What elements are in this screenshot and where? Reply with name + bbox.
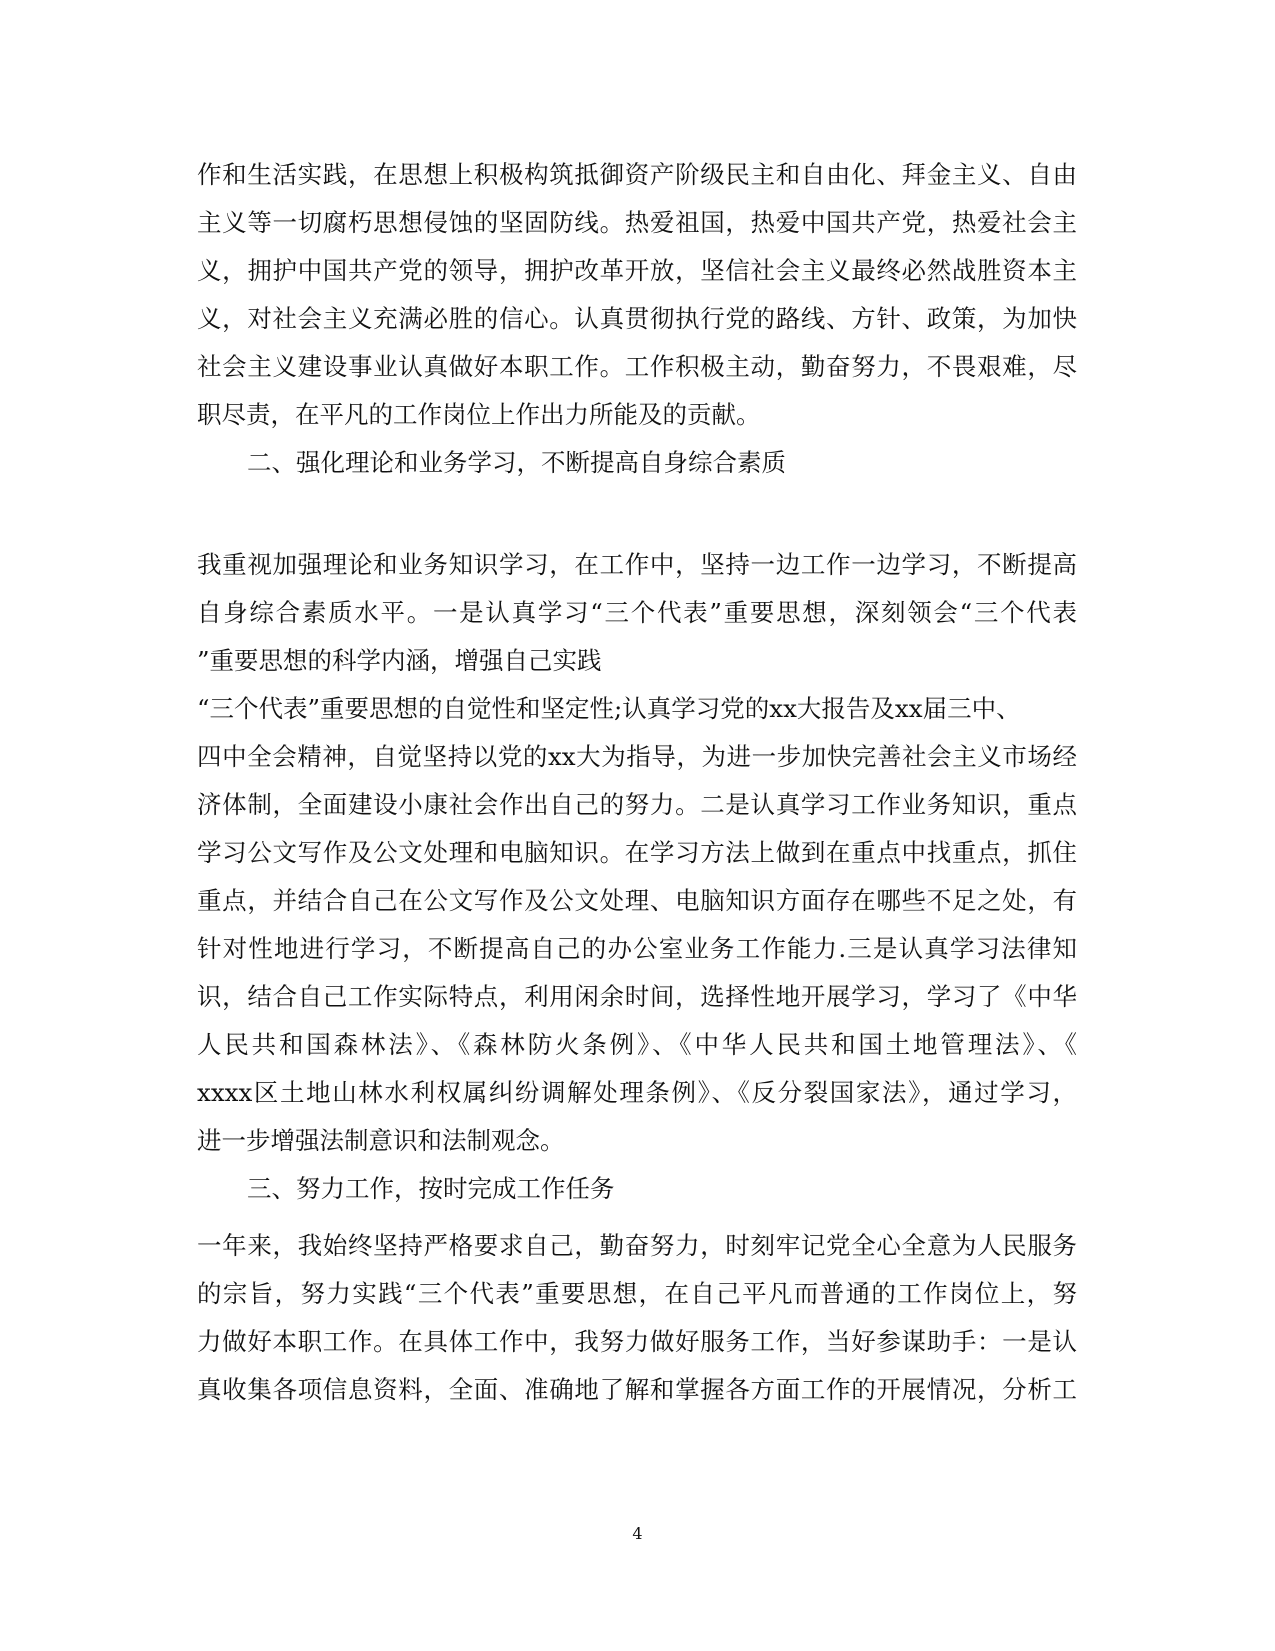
- text-line: 针对性地进行学习，不断提高自己的办公室业务工作能力.三是认真学习法律知: [197, 934, 1077, 963]
- paragraph-section3: [197, 1222, 1077, 1414]
- text-line: 的宗旨，努力实践“三个代表”重要思想，在自己平凡而普通的工作岗位上，努: [197, 1279, 1077, 1308]
- text-line: 作和生活实践，在思想上积极构筑抵御资产阶级民主和自由化、拜金主义、自由: [197, 160, 1077, 189]
- text-line: 学习公文写作及公文处理和电脑知识。在学习方法上做到在重点中找重点，抓住: [197, 838, 1077, 867]
- page-number: 4: [632, 1524, 643, 1543]
- text-line: 我重视加强理论和业务知识学习，在工作中，坚持一边工作一边学习，不断提高: [197, 550, 1077, 579]
- text-line: xxxx区土地山林水利权属纠纷调解处理条例》、《反分裂国家法》，通过学习，: [197, 1078, 1077, 1107]
- text-line: 职尽责，在平凡的工作岗位上作出力所能及的贡献。: [197, 400, 761, 429]
- text-line: 进一步增强法制意识和法制观念。: [197, 1126, 565, 1155]
- paragraph-section2: [197, 541, 1077, 685]
- text-line: 真收集各项信息资料，全面、准确地了解和掌握各方面工作的开展情况，分析工: [197, 1375, 1077, 1404]
- text-line: “三个代表”重要思想的自觉性和坚定性;认真学习党的xx大报告及xx届三中、: [197, 694, 1021, 723]
- text-line: 重点，并结合自己在公文写作及公文处理、电脑知识方面存在哪些不足之处，有: [197, 886, 1077, 915]
- text-line: 四中全会精神，自觉坚持以党的xx大为指导，为进一步加快完善社会主义市场经: [197, 742, 1077, 771]
- paragraph-section2-cont: [197, 685, 1077, 1213]
- text-line: ”重要思想的科学内涵，增强自己实践: [197, 646, 602, 675]
- text-line: 主义等一切腐朽思想侵蚀的坚固防线。热爱祖国，热爱中国共产党，热爱社会主: [197, 208, 1077, 237]
- text-line: 一年来，我始终坚持严格要求自己，勤奋努力，时刻牢记党全心全意为人民服务: [197, 1231, 1077, 1260]
- paragraph-section1: [197, 151, 1077, 487]
- text-line: 义，拥护中国共产党的领导，拥护改革开放，坚信社会主义最终必然战胜资本主: [197, 256, 1077, 285]
- section-heading: 三、努力工作，按时完成工作任务: [247, 1174, 615, 1203]
- text-line: 人民共和国森林法》、《森林防火条例》、《中华人民共和国土地管理法》、《: [197, 1030, 1077, 1059]
- text-line: 义，对社会主义充满必胜的信心。认真贯彻执行党的路线、方针、政策，为加快: [197, 304, 1077, 333]
- text-line: 济体制，全面建设小康社会作出自己的努力。二是认真学习工作业务知识，重点: [197, 790, 1077, 819]
- text-line: 识，结合自己工作实际特点，利用闲余时间，选择性地开展学习，学习了《中华: [197, 982, 1077, 1011]
- text-line: 社会主义建设事业认真做好本职工作。工作积极主动，勤奋努力，不畏艰难，尽: [197, 352, 1077, 381]
- text-line: 力做好本职工作。在具体工作中，我努力做好服务工作，当好参谋助手：一是认: [197, 1327, 1077, 1356]
- section-heading: 二、强化理论和业务学习，不断提高自身综合素质: [247, 448, 786, 477]
- text-line: 自身综合素质水平。一是认真学习“三个代表”重要思想，深刻领会“三个代表: [197, 598, 1077, 627]
